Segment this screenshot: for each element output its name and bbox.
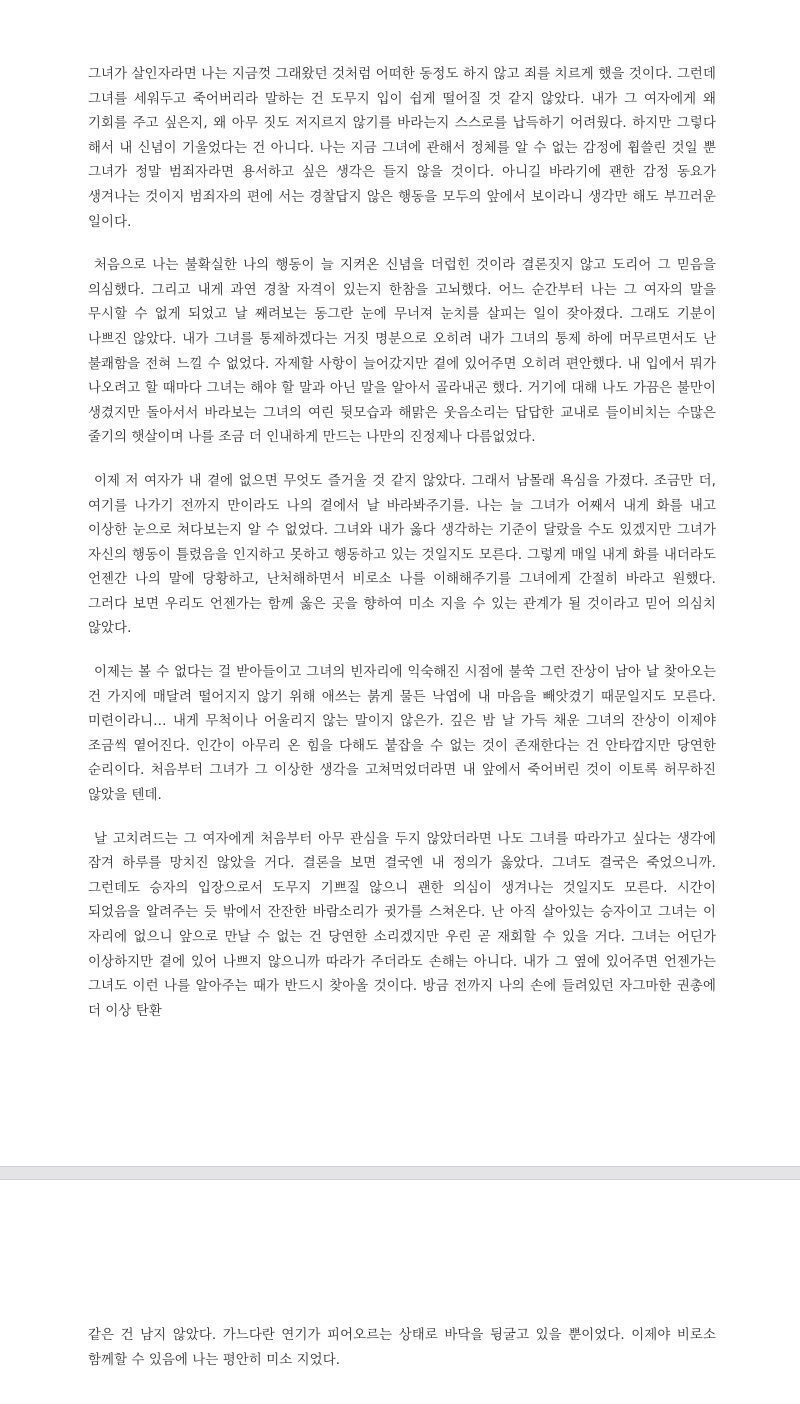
paragraph-5: 날 고치려드는 그 여자에게 처음부터 아무 관심을 두지 않았더라면 나도 그녀를 따라가고 싶다는 생각에 잠겨 하루를 망치진 않았을 거다. 결론을 보면 결국엔 내 정의가 옳았다. 그녀도 결국은 죽었으니까. 그런데도 승자의 입장으로서 도무지 기쁘질 않으니 괜한 의심이 생겨나는 것일지도 모른다. 시간이 되었음을 알려주는 듯 밖에서 잔잔한 바람소리가 귓가를 스쳐온다. 난 아직 살아있는 승자이고 그녀는 이 자리에 없으니 앞으로 만날 수 없는 건 당연한 소리겠지만 우린 곧 재회할 수 있을 거다. 그녀는 어딘가 이상하지만 곁에 있어 나쁘지 않으니까 따라가 주더라도 손해는 아니다. 내가 그 옆에 있어주면 언젠가는 그녀도 이런 나를 알아주는 때가 반드시 찾아올 것이다. 방금 전까지 나의 손에 들려있던 자그마한 권총에 더 이상 탄환 (88, 831, 716, 1019)
paragraph-2: 처음으로 나는 불확실한 나의 행동이 늘 지켜온 신념을 더럽힌 것이라 결론짓지 않고 도리어 그 믿음을 의심했다. 그리고 내게 과연 경찰 자격이 있는지 한참을 고뇌했다. 어느 순간부터 나는 그 여자의 말을 무시할 수 없게 되었고 날 째려보는 동그란 눈에 무너져 눈치를 살피는 일이 잦아졌다. 그래도 기분이 나쁘진 않았다. 내가 그녀를 통제하겠다는 거짓 명분으로 오히려 내가 그녀의 통제 하에 머무르면서도 난 불쾌함을 전혀 느낄 수 없었다. 자제할 사항이 늘어갔지만 곁에 있어주면 오히려 편안했다. 내 입에서 뭐가 나오려고 할 때마다 그녀는 해야 할 말과 아닌 말을 알아서 골라내곤 했다. 거기에 대해 나도 가끔은 불만이 생겼지만 돌아서서 바라보는 그녀의 여린 뒷모습과 해맑은 웃음소리는 답답한 교내로 들이비치는 수많은 줄기의 햇살이며 나를 조금 더 인내하게 만드는 나만의 진정제나 다름없었다. (88, 258, 716, 446)
paragraph-continued: 같은 건 남지 않았다. 가느다란 연기가 피어오르는 상태로 바닥을 뒹굴고 있을 뿐이었다. 이제야 비로소 함께할 수 있음에 나는 평안히 미소 지었다. (88, 1328, 716, 1368)
page-2-text-body (88, 1324, 716, 1392)
paragraph-4: 이제는 볼 수 없다는 걸 받아들이고 그녀의 빈자리에 익숙해진 시점에 불쑥 그런 잔상이 남아 날 찾아오는 건 가지에 매달려 떨어지지 않기 위해 애쓰는 붉게 물든 낙엽에 내 마음을 빼앗겼기 때문일지도 모른다. 미련이라니… 내게 무척이나 어울리지 않는 말이지 않은가. 깊은 밤 날 가득 채운 그녀의 잔상이 이제야 조금씩 옅어진다. 인간이 아무리 온 힘을 다해도 붙잡을 수 없는 것이 존재한다는 건 안타깝지만 당연한 순리이다. 처음부터 그녀가 그 이상한 생각을 고쳐먹었더라면 내 앞에서 죽어버린 것이 이토록 허무하진 않았을 텐데. (88, 665, 716, 804)
page-separator (0, 1166, 800, 1180)
page-2 (0, 1180, 800, 1404)
paragraph-1: 그녀가 살인자라면 나는 지금껏 그래왔던 것처럼 어떠한 동정도 하지 않고 죄를 치르게 했을 것이다. 그런데 그녀를 세워두고 죽어버리라 말하는 건 도무지 입이 쉽게 떨어질 것 같지 않았다. 내가 그 여자에게 왜 기회를 주고 싶은지, 왜 아무 짓도 저지르지 않기를 바라는지 스스로를 납득하기 어려웠다. 하지만 그렇다 해서 내 신념이 기울었다는 건 아니다. 나는 지금 그녀에 관해서 정체를 알 수 없는 감정에 휩쓸린 것일 뿐 그녀가 정말 범죄자라면 용서하고 싶은 생각은 들지 않을 것이다. 아니길 바라기에 괜한 감정 동요가 생겨나는 것이지 범죄자의 편에 서는 경찰답지 않은 행동을 모두의 앞에서 보이라니 생각만 해도 부끄러운 일이다. (88, 67, 716, 230)
paragraph-3: 이제 저 여자가 내 곁에 없으면 무엇도 즐거울 것 같지 않았다. 그래서 남몰래 욕심을 가졌다. 조금만 더, 여기를 나가기 전까지 만이라도 나의 곁에서 날 바라봐주기를. 나는 늘 그녀가 어째서 내게 화를 내고 이상한 눈으로 쳐다보는지 알 수 없었다. 그녀와 내가 옳다 생각하는 기준이 달랐을 수도 있겠지만 그녀가 자신의 행동이 틀렸음을 인지하고 못하고 행동하고 있는 것일지도 모른다. 그렇게 매일 내게 화를 내더라도 언젠간 나의 말에 당황하고, 난처해하면서 비로소 나를 이해해주기를 그녀에게 간절히 바라고 원했다. 그러다 보면 우리도 언젠가는 함께 옳은 곳을 향하여 미소 지을 수 있는 관계가 될 것이라고 믿어 의심치 않았다. (88, 473, 716, 637)
page-1-text-body (88, 63, 716, 1043)
